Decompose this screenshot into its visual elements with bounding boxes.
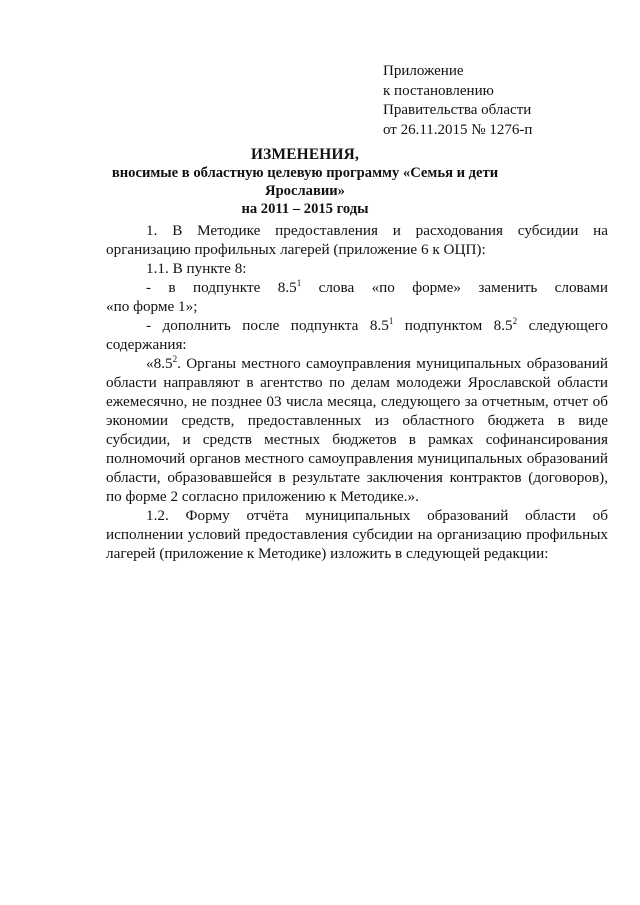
document-body (106, 221, 608, 563)
appendix-header (383, 62, 623, 140)
appendix-line-1: Приложение (383, 63, 464, 79)
superscript-1b: 1 (388, 315, 394, 326)
subpoint-replace-text-b: слова «по форме» заменить словами (301, 279, 608, 296)
paragraph-subpoint-add (106, 316, 608, 354)
subpoint-add-text-c: следующего содержания: (106, 317, 608, 353)
paragraph-1: 1. В Методике предоставления и расходования субсидии на организацию профильных лагерей (приложение 6 к ОЦП): (106, 222, 608, 258)
appendix-line-4: от 26.11.2015 № 1276-п (383, 121, 533, 138)
subpoint-add-text-a: - дополнить после подпункта 8.5 (146, 317, 389, 334)
paragraph-1-2: 1.2. Форму отчёта муниципальных образований области об исполнении условий предоставления субсидии на организацию профильных лагерей (приложение к Методике) изложить в следующей редакции: (106, 507, 608, 562)
document-title (100, 146, 510, 218)
paragraph-subpoint-replace (106, 278, 608, 297)
appendix-line-2: к постановлению (383, 82, 494, 99)
subpoint-add-text-b: подпунктом 8.5 (393, 317, 513, 334)
title-line-2: вносимые в областную целевую программу «Семья и дети Ярославии» (111, 165, 499, 199)
superscript-1: 1 (296, 277, 302, 288)
p852-text-a: «8.5 (146, 355, 173, 372)
superscript-2b: 2 (172, 353, 178, 364)
appendix-line-3: Правительства области (383, 102, 532, 118)
paragraph-subpoint-replace-cont: «по форме 1»; (106, 298, 198, 315)
title-line-3: на 2011 – 2015 годы (241, 201, 369, 217)
p852-text-b: . Органы местного самоуправления муниципальных образований области направляют в агентство по делам молодежи Ярославской области ежемесячно, не позднее 03 числа месяца, следующего за отчетным, отчет об экономии средств, предоставленных из областного бюджета в виде субсидии, и средств местных бюджетов в рамках софинансирования полномочий органов местного самоуправления муниципальных образований области, образовавшейся в результате заключения контрактов (договоров), по форме 2 согласно приложению к Методике.». (106, 355, 608, 505)
title-line-1: ИЗМЕНЕНИЯ, (250, 146, 360, 163)
superscript-2: 2 (512, 315, 518, 326)
paragraph-8-5-2 (106, 354, 608, 506)
paragraph-1-1: 1.1. В пункте 8: (146, 260, 247, 277)
subpoint-replace-text-a: - в подпункте 8.5 (146, 279, 297, 296)
